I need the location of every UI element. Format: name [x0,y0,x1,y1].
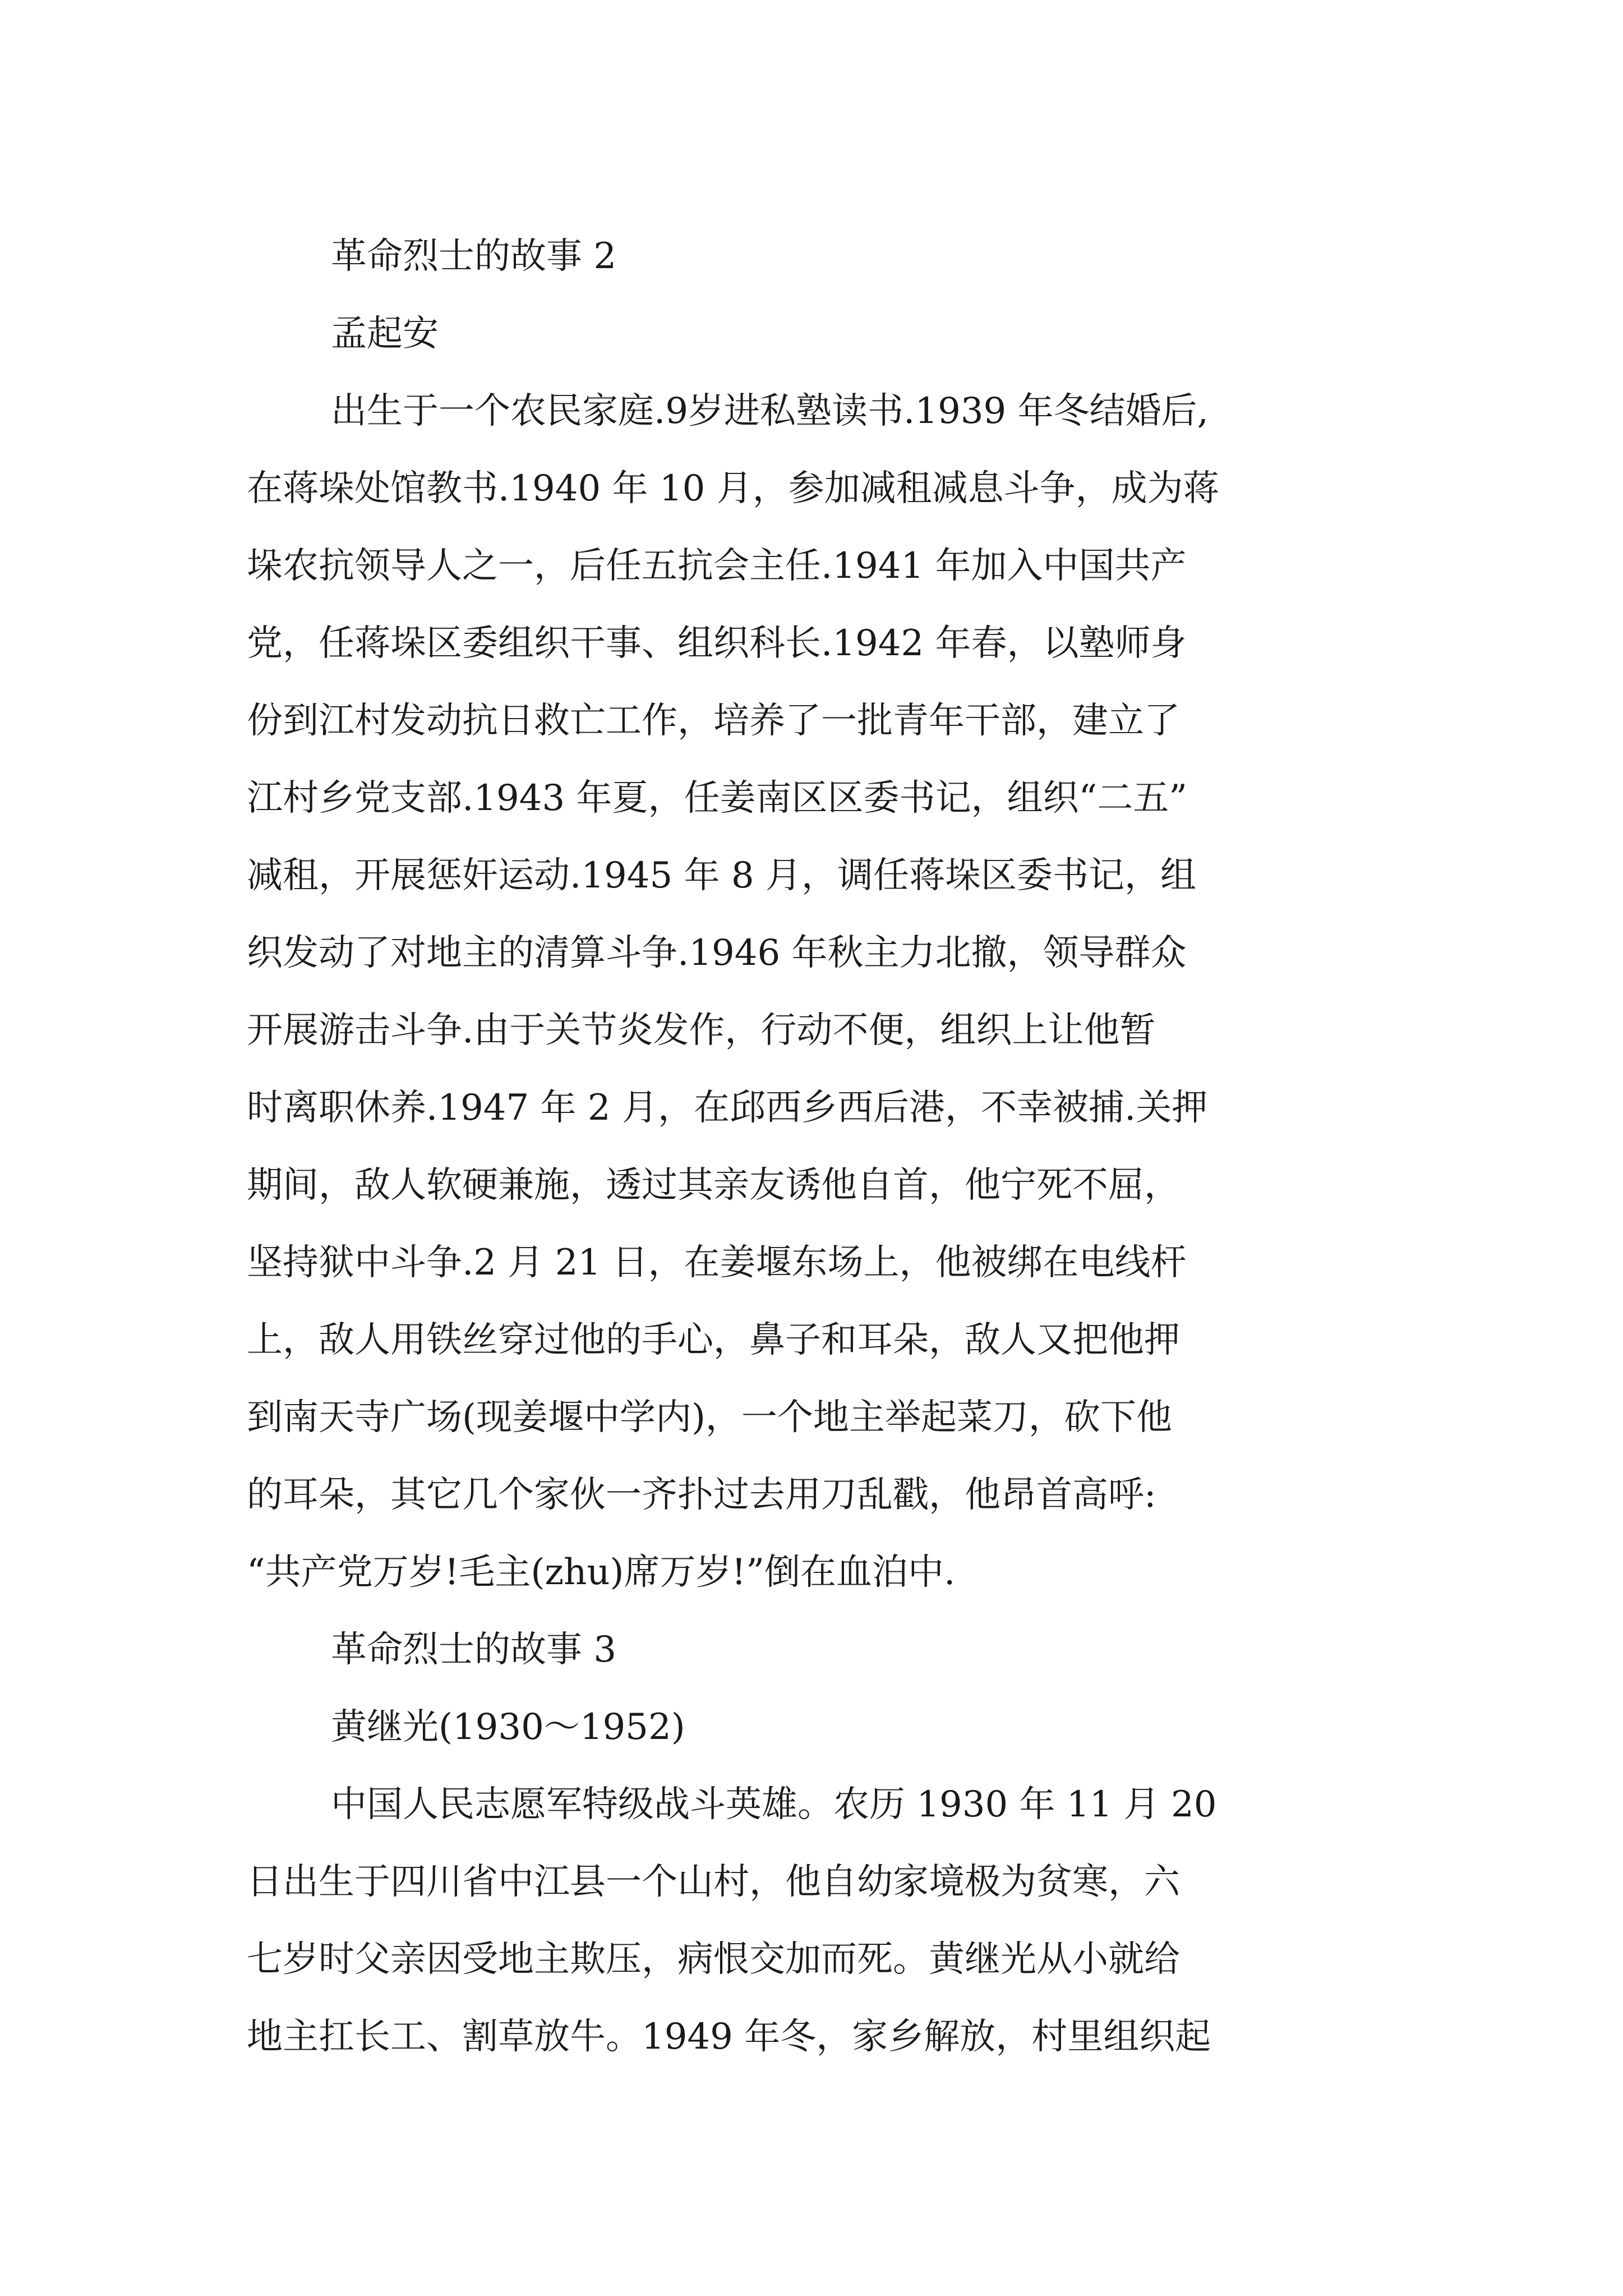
paragraph-line: 党，任蒋垛区委组织干事、组织科长.1942 年春，以塾师身 [247,623,1187,664]
paragraph-line: 期间，敌人软硬兼施，透过其亲友诱他自首，他宁死不屈， [247,1165,1180,1206]
paragraph-line: 垛农抗领导人之一，后任五抗会主任.1941 年加入中国共产 [247,545,1187,587]
paragraph-line: 份到江村发动抗日救亡工作，培养了一批青年干部，建立了 [247,700,1180,742]
paragraph-line: 到南天寺广场(现姜堰中学内)，一个地主举起菜刀，砍下他 [247,1397,1172,1438]
paragraph-line: 坚持狱中斗争.2 月 21 日，在姜堰东场上，他被绑在电线杆 [247,1242,1187,1283]
paragraph-line: 时离职休养.1947 年 2 月，在邱西乡西后港，不幸被捕.关押 [247,1087,1208,1129]
martyr-name: 孟起安 [331,313,439,355]
paragraph-line: 七岁时父亲因受地主欺压，病恨交加而死。黄继光从小就给 [247,1939,1180,1980]
section-heading: 革命烈士的故事 3 [331,1629,617,1671]
martyr-name: 黄继光(1930～1952) [331,1706,685,1748]
paragraph-line: 中国人民志愿军特级战斗英雄。农历 1930 年 11 月 20 [331,1784,1217,1825]
document-body [247,218,1380,2076]
paragraph-line: 织发动了对地主的清算斗争.1946 年秋主力北撤，领导群众 [247,932,1187,974]
paragraph-line: 开展游击斗争.由于关节炎发作，行动不便，组织上让他暂 [247,1010,1156,1051]
paragraph-line: 的耳朵，其它几个家伙一齐扑过去用刀乱戳，他昂首高呼: [247,1474,1156,1516]
paragraph-line: 减租，开展惩奸运动.1945 年 8 月，调任蒋垛区委书记，组 [247,855,1196,896]
section-heading: 革命烈士的故事 2 [331,236,617,277]
paragraph-line: 日出生于四川省中江县一个山村，他自幼家境极为贫寒，六 [247,1861,1180,1903]
paragraph-line: “共产党万岁!毛主(zhu)席万岁!”倒在血泊中. [247,1552,956,1593]
paragraph-line: 上，敌人用铁丝穿过他的手心，鼻子和耳朵，敌人又把他押 [247,1319,1180,1361]
paragraph-line: 地主扛长工、割草放牛。1949 年冬，家乡解放，村里组织起 [247,2016,1211,2058]
paragraph-line: 江村乡党支部.1943 年夏，任姜南区区委书记，组织“二五” [247,777,1187,819]
paragraph-line: 在蒋垛处馆教书.1940 年 10 月，参加减租减息斗争，成为蒋 [247,468,1219,509]
paragraph-line: 出生于一个农民家庭.9岁进私塾读书.1939 年冬结婚后, [331,390,1209,432]
